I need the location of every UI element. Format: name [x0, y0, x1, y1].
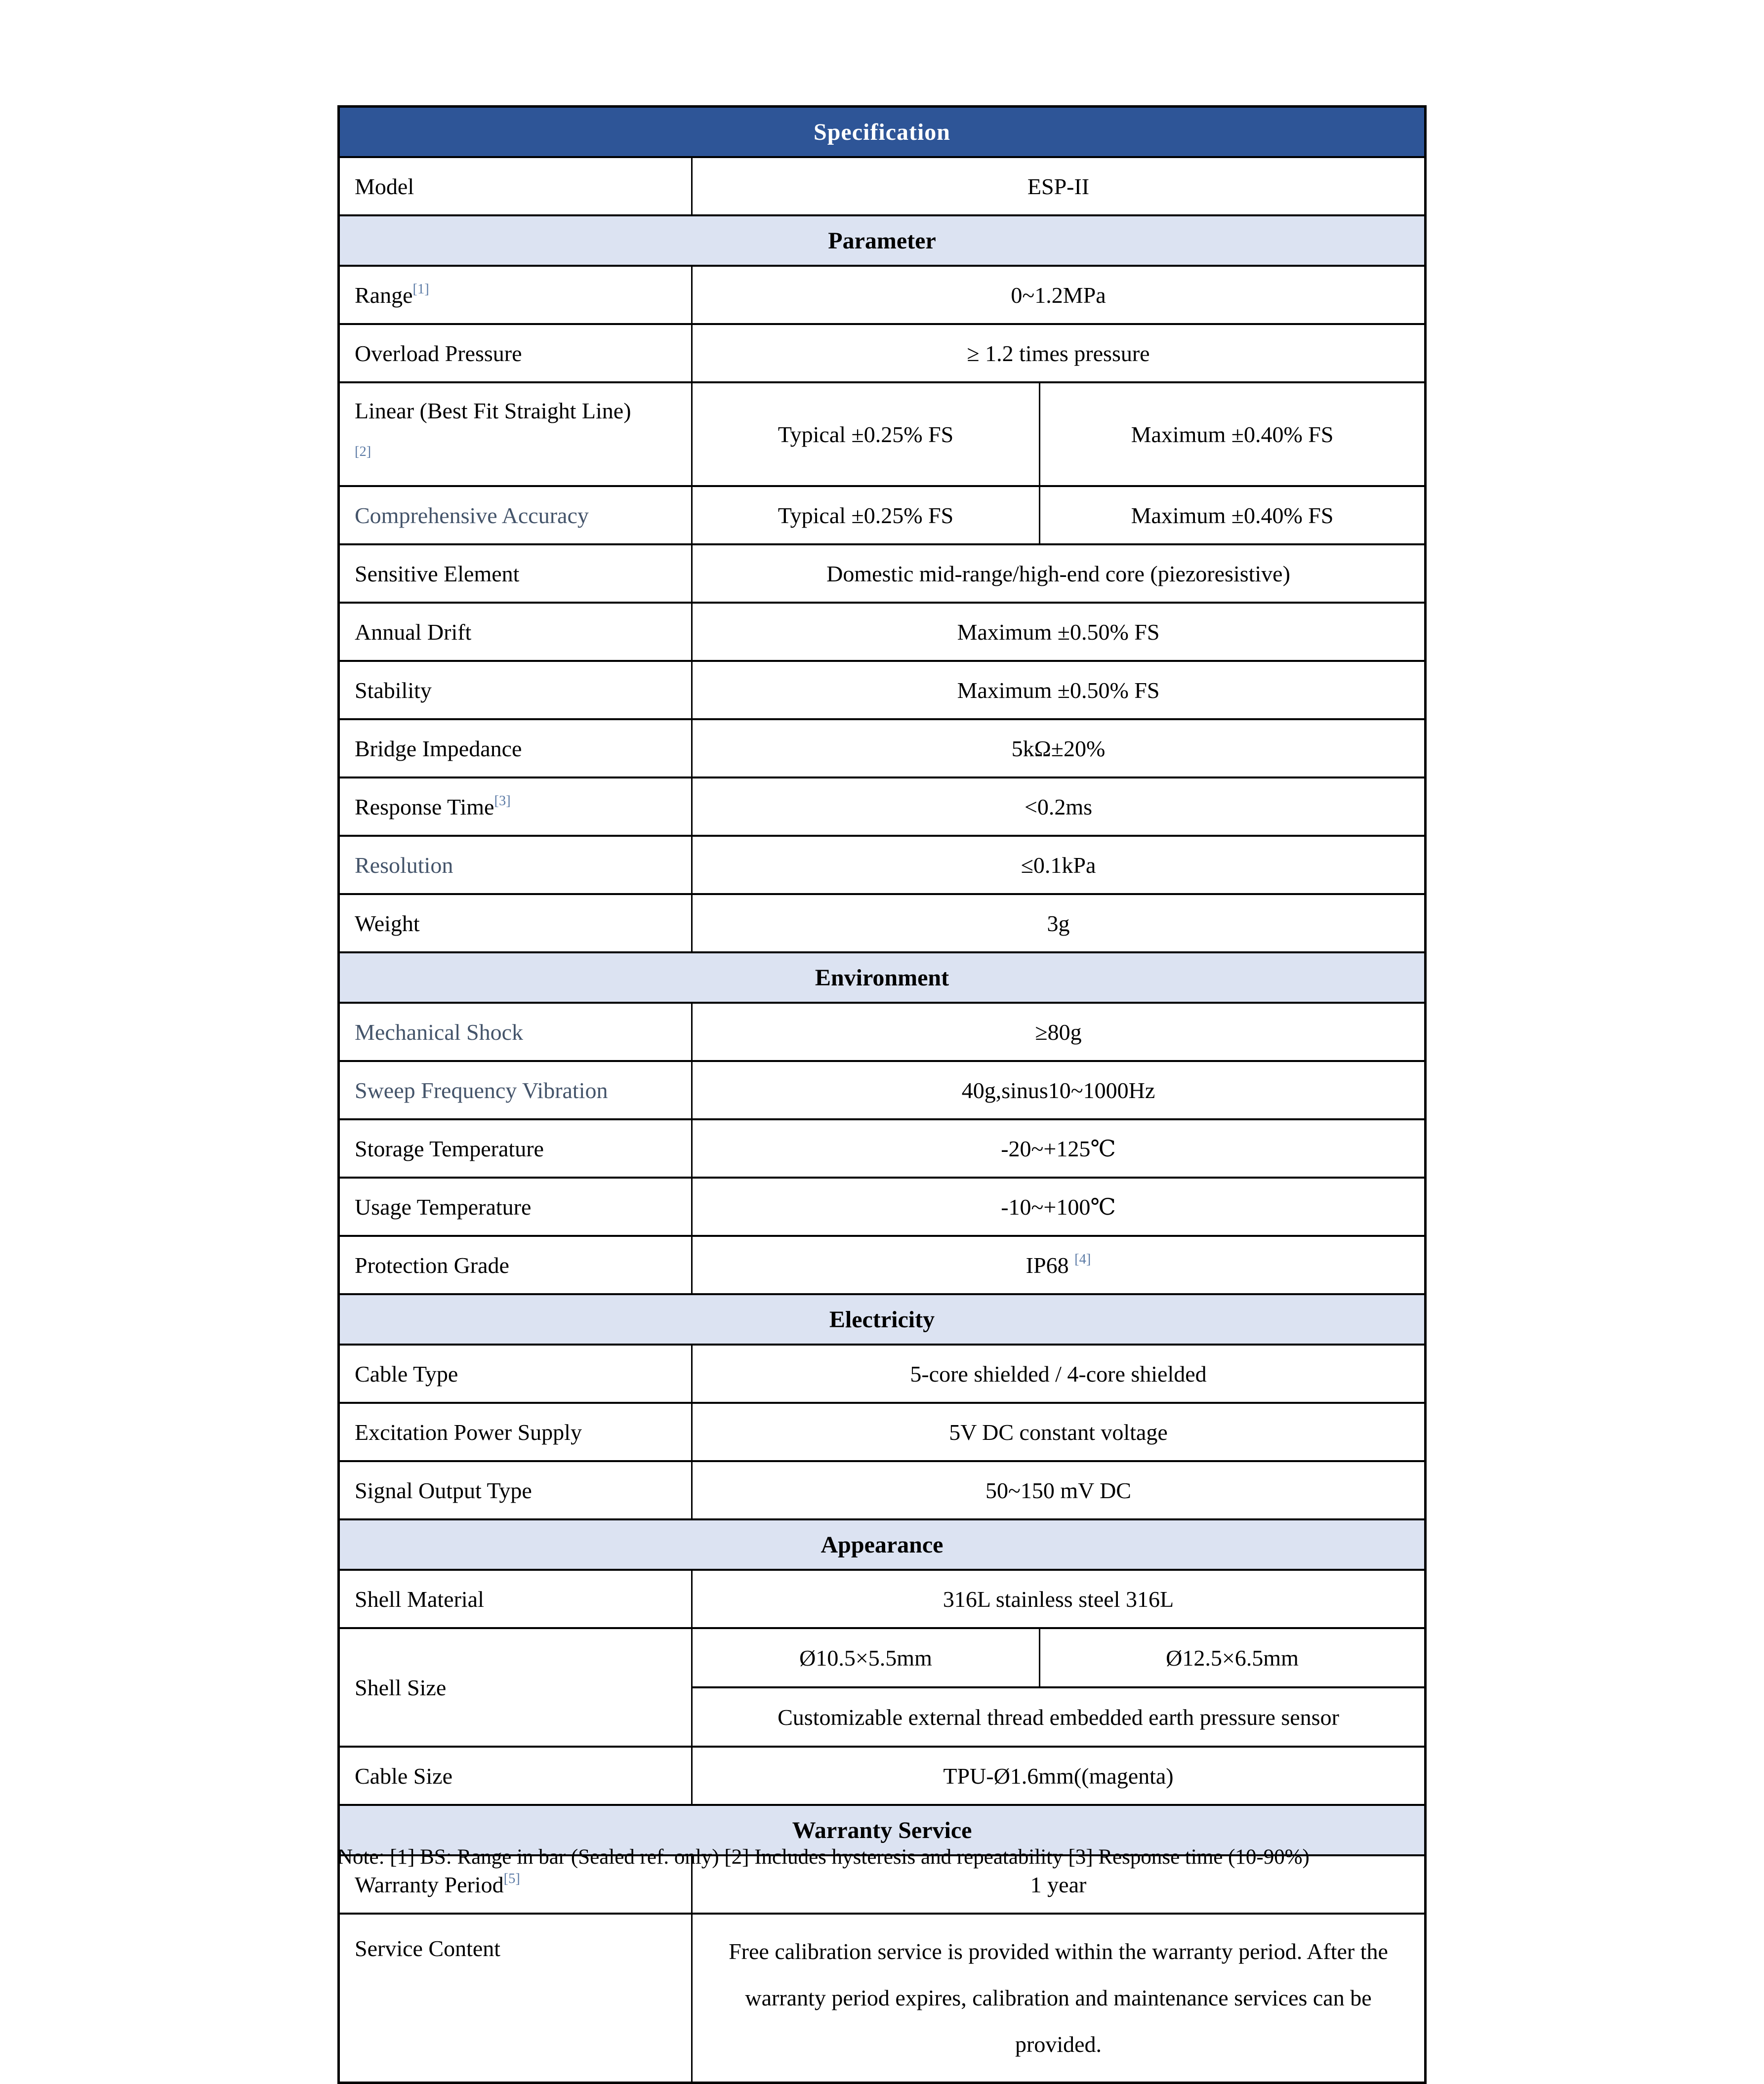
table-row — [339, 1628, 1426, 1687]
row-protection-label: Protection Grade — [339, 1236, 692, 1294]
row-response-label-text: Response Time — [355, 794, 494, 819]
section-title-electricity: Electricity — [339, 1294, 1426, 1345]
row-cable-size-value: TPU-Ø1.6mm((magenta) — [692, 1747, 1426, 1805]
row-protection-value-text: IP68 — [1026, 1252, 1069, 1278]
row-accuracy-value-maximum: Maximum ±0.40% FS — [1040, 486, 1426, 544]
section-header-appearance — [339, 1519, 1426, 1570]
row-storage-temp-value: -20~+125℃ — [692, 1119, 1426, 1178]
table-row — [339, 1570, 1426, 1628]
row-service-content-label: Service Content — [339, 1914, 692, 2083]
table-header-row — [339, 107, 1426, 158]
row-weight-label: Weight — [339, 894, 692, 952]
row-usage-temp-value: -10~+100℃ — [692, 1178, 1426, 1236]
table-row — [339, 1345, 1426, 1403]
table-row — [339, 836, 1426, 894]
row-linear-label — [339, 382, 692, 486]
table-row — [339, 1747, 1426, 1805]
table-row — [339, 894, 1426, 952]
table-row — [339, 661, 1426, 719]
row-bridge-label: Bridge Impedance — [339, 719, 692, 777]
row-annual-drift-value: Maximum ±0.50% FS — [692, 603, 1426, 661]
row-linear-value-maximum: Maximum ±0.40% FS — [1040, 382, 1426, 486]
row-annual-drift-label: Annual Drift — [339, 603, 692, 661]
row-stability-label: Stability — [339, 661, 692, 719]
row-linear-label-text — [355, 388, 631, 481]
row-signal-value: 50~150 mV DC — [692, 1461, 1426, 1519]
row-storage-temp-label: Storage Temperature — [339, 1119, 692, 1178]
row-model-label: Model — [339, 157, 692, 215]
row-usage-temp-label: Usage Temperature — [339, 1178, 692, 1236]
table-row — [339, 1178, 1426, 1236]
footnote-line: Note: [1] BS: Range in bar (Sealed ref. only) [2] Includes hysteresis and repeatability [3] Response time (10-90%) — [337, 1845, 1310, 1869]
row-range-label — [339, 266, 692, 324]
row-sweep-value: 40g,sinus10~1000Hz — [692, 1061, 1426, 1119]
section-title-environment: Environment — [339, 952, 1426, 1003]
row-shell-material-label: Shell Material — [339, 1570, 692, 1628]
row-signal-label: Signal Output Type — [339, 1461, 692, 1519]
row-linear-value-typical: Typical ±0.25% FS — [692, 382, 1040, 486]
row-range-value: 0~1.2MPa — [692, 266, 1426, 324]
row-weight-value: 3g — [692, 894, 1426, 952]
table-row — [339, 1461, 1426, 1519]
table-row — [339, 1403, 1426, 1461]
table-row — [339, 719, 1426, 777]
row-response-label — [339, 777, 692, 836]
section-header-environment — [339, 952, 1426, 1003]
footnote-marker: [2] — [355, 444, 371, 459]
row-response-value: <0.2ms — [692, 777, 1426, 836]
row-resolution-value: ≤0.1kPa — [692, 836, 1426, 894]
row-shell-size-label: Shell Size — [339, 1628, 692, 1747]
table-row — [339, 1061, 1426, 1119]
row-accuracy-label: Comprehensive Accuracy — [339, 486, 692, 544]
row-sensitive-label: Sensitive Element — [339, 544, 692, 603]
table-row — [339, 382, 1426, 486]
row-protection-value — [692, 1236, 1426, 1294]
row-excitation-label: Excitation Power Supply — [339, 1403, 692, 1461]
row-mech-shock-label: Mechanical Shock — [339, 1003, 692, 1061]
table-row — [339, 544, 1426, 603]
footnote-marker: [4] — [1074, 1252, 1091, 1267]
section-header-parameter — [339, 215, 1426, 266]
row-shell-size-custom-note: Customizable external thread embedded earth pressure sensor — [692, 1687, 1426, 1747]
row-stability-value: Maximum ±0.50% FS — [692, 661, 1426, 719]
row-service-content-value: Free calibration service is provided within the warranty period. After the warranty period expires, calibration and maintenance services can be provided. — [692, 1914, 1426, 2083]
table-row — [339, 777, 1426, 836]
table-row — [339, 1914, 1426, 2083]
section-title-parameter: Parameter — [339, 215, 1426, 266]
row-resolution-label: Resolution — [339, 836, 692, 894]
section-title-appearance: Appearance — [339, 1519, 1426, 1570]
table-row — [339, 1119, 1426, 1178]
footnote-marker: [3] — [494, 793, 511, 809]
row-linear-label-main: Linear (Best Fit Straight Line) — [355, 398, 631, 423]
table-row — [339, 603, 1426, 661]
table-row — [339, 1003, 1426, 1061]
row-shell-size-value-small: Ø10.5×5.5mm — [692, 1628, 1040, 1687]
table-row — [339, 157, 1426, 215]
section-title-warranty: Warranty Service — [339, 1805, 1426, 1855]
section-header-electricity — [339, 1294, 1426, 1345]
row-accuracy-value-typical: Typical ±0.25% FS — [692, 486, 1040, 544]
table-row — [339, 266, 1426, 324]
row-bridge-value: 5kΩ±20% — [692, 719, 1426, 777]
row-cable-type-value: 5-core shielded / 4-core shielded — [692, 1345, 1426, 1403]
row-mech-shock-value: ≥80g — [692, 1003, 1426, 1061]
row-shell-size-value-large: Ø12.5×6.5mm — [1040, 1628, 1426, 1687]
footnote-marker: [1] — [412, 282, 429, 297]
row-sweep-label: Sweep Frequency Vibration — [339, 1061, 692, 1119]
table-title: Specification — [339, 107, 1426, 158]
row-shell-material-value: 316L stainless steel 316L — [692, 1570, 1426, 1628]
row-warranty-period-label-text: Warranty Period — [355, 1872, 504, 1897]
row-model-value: ESP-II — [692, 157, 1426, 215]
table-row — [339, 1236, 1426, 1294]
row-excitation-value: 5V DC constant voltage — [692, 1403, 1426, 1461]
row-overload-label: Overload Pressure — [339, 324, 692, 382]
specification-table — [337, 105, 1427, 2084]
row-cable-size-label: Cable Size — [339, 1747, 692, 1805]
row-range-label-text: Range — [355, 282, 413, 308]
row-warranty-period-value: 1 year — [692, 1855, 1426, 1914]
table-row — [339, 486, 1426, 544]
row-sensitive-value: Domestic mid-range/high-end core (piezoresistive) — [692, 544, 1426, 603]
table-row — [339, 324, 1426, 382]
row-overload-value: ≥ 1.2 times pressure — [692, 324, 1426, 382]
row-cable-type-label: Cable Type — [339, 1345, 692, 1403]
footnote-marker: [5] — [503, 1871, 520, 1887]
